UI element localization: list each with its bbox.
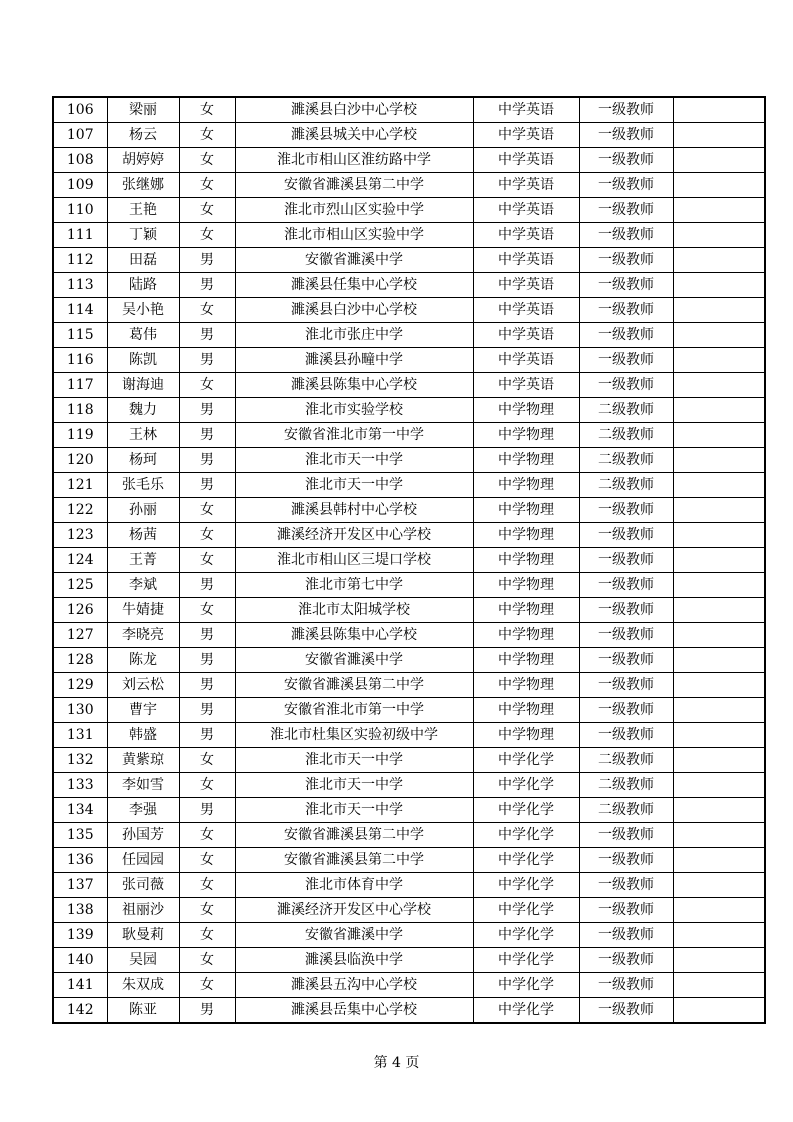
gender-cell: 男 <box>179 423 235 448</box>
teacher-name-cell: 梁丽 <box>107 97 179 123</box>
row-number-cell: 114 <box>53 298 107 323</box>
remark-cell <box>673 998 765 1024</box>
title-cell: 一级教师 <box>579 723 673 748</box>
school-name-cell: 安徽省濉溪县第二中学 <box>235 673 473 698</box>
remark-cell <box>673 148 765 173</box>
remark-cell <box>673 123 765 148</box>
roster-body <box>53 97 765 1023</box>
table-row <box>53 348 765 373</box>
gender-cell: 女 <box>179 548 235 573</box>
remark-cell <box>673 923 765 948</box>
teacher-name-cell: 牛婧捷 <box>107 598 179 623</box>
subject-cell: 中学物理 <box>473 423 579 448</box>
page-number: 第 4 页 <box>373 1055 420 1071</box>
row-number-cell: 125 <box>53 573 107 598</box>
table-row <box>53 448 765 473</box>
title-cell: 一级教师 <box>579 173 673 198</box>
school-name-cell: 淮北市张庄中学 <box>235 323 473 348</box>
teacher-name-cell: 王菁 <box>107 548 179 573</box>
gender-cell: 男 <box>179 248 235 273</box>
title-cell: 一级教师 <box>579 123 673 148</box>
row-number-cell: 140 <box>53 948 107 973</box>
table-row <box>53 873 765 898</box>
gender-cell: 男 <box>179 398 235 423</box>
subject-cell: 中学物理 <box>473 548 579 573</box>
row-number-cell: 116 <box>53 348 107 373</box>
table-row <box>53 698 765 723</box>
subject-cell: 中学化学 <box>473 748 579 773</box>
remark-cell <box>673 523 765 548</box>
school-name-cell: 安徽省濉溪县第二中学 <box>235 823 473 848</box>
subject-cell: 中学英语 <box>473 173 579 198</box>
title-cell: 一级教师 <box>579 148 673 173</box>
table-row <box>53 773 765 798</box>
subject-cell: 中学化学 <box>473 823 579 848</box>
remark-cell <box>673 823 765 848</box>
remark-cell <box>673 498 765 523</box>
gender-cell: 男 <box>179 448 235 473</box>
school-name-cell: 淮北市相山区淮纺路中学 <box>235 148 473 173</box>
table-row <box>53 223 765 248</box>
teacher-name-cell: 谢海迪 <box>107 373 179 398</box>
table-row <box>53 148 765 173</box>
school-name-cell: 淮北市体育中学 <box>235 873 473 898</box>
teacher-name-cell: 孙丽 <box>107 498 179 523</box>
subject-cell: 中学物理 <box>473 698 579 723</box>
teacher-name-cell: 任园园 <box>107 848 179 873</box>
remark-cell <box>673 948 765 973</box>
table-row <box>53 97 765 123</box>
remark-cell <box>673 548 765 573</box>
title-cell: 一级教师 <box>579 673 673 698</box>
subject-cell: 中学英语 <box>473 273 579 298</box>
subject-cell: 中学物理 <box>473 448 579 473</box>
subject-cell: 中学物理 <box>473 398 579 423</box>
table-row <box>53 323 765 348</box>
teacher-name-cell: 张继娜 <box>107 173 179 198</box>
row-number-cell: 135 <box>53 823 107 848</box>
school-name-cell: 安徽省淮北市第一中学 <box>235 423 473 448</box>
title-cell: 一级教师 <box>579 348 673 373</box>
teacher-name-cell: 丁颖 <box>107 223 179 248</box>
gender-cell: 男 <box>179 573 235 598</box>
subject-cell: 中学化学 <box>473 773 579 798</box>
row-number-cell: 126 <box>53 598 107 623</box>
title-cell: 一级教师 <box>579 973 673 998</box>
remark-cell <box>673 898 765 923</box>
subject-cell: 中学化学 <box>473 948 579 973</box>
remark-cell <box>673 173 765 198</box>
subject-cell: 中学物理 <box>473 573 579 598</box>
table-row <box>53 823 765 848</box>
remark-cell <box>673 798 765 823</box>
gender-cell: 女 <box>179 223 235 248</box>
row-number-cell: 131 <box>53 723 107 748</box>
remark-cell <box>673 198 765 223</box>
gender-cell: 女 <box>179 948 235 973</box>
gender-cell: 男 <box>179 648 235 673</box>
school-name-cell: 淮北市太阳城学校 <box>235 598 473 623</box>
teacher-name-cell: 吴园 <box>107 948 179 973</box>
table-row <box>53 498 765 523</box>
gender-cell: 女 <box>179 848 235 873</box>
remark-cell <box>673 648 765 673</box>
title-cell: 一级教师 <box>579 648 673 673</box>
school-name-cell: 淮北市第七中学 <box>235 573 473 598</box>
remark-cell <box>673 973 765 998</box>
subject-cell: 中学物理 <box>473 473 579 498</box>
school-name-cell: 濉溪县任集中心学校 <box>235 273 473 298</box>
teacher-name-cell: 陈凯 <box>107 348 179 373</box>
row-number-cell: 108 <box>53 148 107 173</box>
teacher-name-cell: 祖丽沙 <box>107 898 179 923</box>
row-number-cell: 112 <box>53 248 107 273</box>
title-cell: 一级教师 <box>579 323 673 348</box>
remark-cell <box>673 773 765 798</box>
gender-cell: 男 <box>179 348 235 373</box>
subject-cell: 中学化学 <box>473 998 579 1024</box>
subject-cell: 中学物理 <box>473 723 579 748</box>
table-row <box>53 923 765 948</box>
school-name-cell: 淮北市天一中学 <box>235 748 473 773</box>
gender-cell: 女 <box>179 748 235 773</box>
row-number-cell: 139 <box>53 923 107 948</box>
title-cell: 一级教师 <box>579 373 673 398</box>
subject-cell: 中学英语 <box>473 97 579 123</box>
remark-cell <box>673 398 765 423</box>
school-name-cell: 淮北市实验学校 <box>235 398 473 423</box>
row-number-cell: 118 <box>53 398 107 423</box>
subject-cell: 中学物理 <box>473 648 579 673</box>
title-cell: 一级教师 <box>579 198 673 223</box>
subject-cell: 中学英语 <box>473 348 579 373</box>
teacher-name-cell: 杨珂 <box>107 448 179 473</box>
school-name-cell: 濉溪县陈集中心学校 <box>235 373 473 398</box>
gender-cell: 女 <box>179 97 235 123</box>
remark-cell <box>673 598 765 623</box>
teacher-name-cell: 葛伟 <box>107 323 179 348</box>
teacher-name-cell: 吴小艳 <box>107 298 179 323</box>
gender-cell: 女 <box>179 523 235 548</box>
school-name-cell: 淮北市杜集区实验初级中学 <box>235 723 473 748</box>
school-name-cell: 濉溪县白沙中心学校 <box>235 298 473 323</box>
school-name-cell: 安徽省濉溪中学 <box>235 648 473 673</box>
table-row <box>53 123 765 148</box>
row-number-cell: 137 <box>53 873 107 898</box>
row-number-cell: 133 <box>53 773 107 798</box>
table-row <box>53 798 765 823</box>
subject-cell: 中学化学 <box>473 898 579 923</box>
table-row <box>53 573 765 598</box>
gender-cell: 男 <box>179 798 235 823</box>
title-cell: 一级教师 <box>579 97 673 123</box>
table-row <box>53 998 765 1024</box>
subject-cell: 中学化学 <box>473 798 579 823</box>
school-name-cell: 淮北市天一中学 <box>235 448 473 473</box>
remark-cell <box>673 573 765 598</box>
school-name-cell: 安徽省淮北市第一中学 <box>235 698 473 723</box>
school-name-cell: 濉溪县白沙中心学校 <box>235 97 473 123</box>
gender-cell: 女 <box>179 898 235 923</box>
title-cell: 一级教师 <box>579 598 673 623</box>
table-row <box>53 523 765 548</box>
title-cell: 一级教师 <box>579 898 673 923</box>
row-number-cell: 138 <box>53 898 107 923</box>
title-cell: 一级教师 <box>579 523 673 548</box>
gender-cell: 男 <box>179 623 235 648</box>
table-row <box>53 623 765 648</box>
school-name-cell: 安徽省濉溪中学 <box>235 923 473 948</box>
school-name-cell: 淮北市相山区三堤口学校 <box>235 548 473 573</box>
gender-cell: 女 <box>179 823 235 848</box>
title-cell: 一级教师 <box>579 948 673 973</box>
title-cell: 一级教师 <box>579 223 673 248</box>
row-number-cell: 110 <box>53 198 107 223</box>
subject-cell: 中学物理 <box>473 498 579 523</box>
school-name-cell: 淮北市天一中学 <box>235 473 473 498</box>
gender-cell: 男 <box>179 698 235 723</box>
subject-cell: 中学化学 <box>473 973 579 998</box>
gender-cell: 女 <box>179 598 235 623</box>
school-name-cell: 濉溪县韩村中心学校 <box>235 498 473 523</box>
table-row <box>53 398 765 423</box>
remark-cell <box>673 298 765 323</box>
subject-cell: 中学化学 <box>473 848 579 873</box>
school-name-cell: 濉溪县孙疃中学 <box>235 348 473 373</box>
title-cell: 一级教师 <box>579 623 673 648</box>
subject-cell: 中学化学 <box>473 873 579 898</box>
title-cell: 一级教师 <box>579 998 673 1024</box>
subject-cell: 中学物理 <box>473 598 579 623</box>
subject-cell: 中学化学 <box>473 923 579 948</box>
remark-cell <box>673 698 765 723</box>
title-cell: 一级教师 <box>579 698 673 723</box>
table-row <box>53 548 765 573</box>
remark-cell <box>673 323 765 348</box>
remark-cell <box>673 473 765 498</box>
table-row <box>53 973 765 998</box>
gender-cell: 男 <box>179 323 235 348</box>
gender-cell: 男 <box>179 273 235 298</box>
gender-cell: 女 <box>179 198 235 223</box>
table-row <box>53 373 765 398</box>
title-cell: 一级教师 <box>579 923 673 948</box>
teacher-name-cell: 陈亚 <box>107 998 179 1024</box>
subject-cell: 中学物理 <box>473 523 579 548</box>
teacher-name-cell: 李如雪 <box>107 773 179 798</box>
gender-cell: 女 <box>179 973 235 998</box>
school-name-cell: 安徽省濉溪县第二中学 <box>235 173 473 198</box>
teacher-name-cell: 耿曼莉 <box>107 923 179 948</box>
title-cell: 一级教师 <box>579 273 673 298</box>
remark-cell <box>673 623 765 648</box>
row-number-cell: 127 <box>53 623 107 648</box>
remark-cell <box>673 273 765 298</box>
table-row <box>53 473 765 498</box>
remark-cell <box>673 848 765 873</box>
row-number-cell: 124 <box>53 548 107 573</box>
title-cell: 二级教师 <box>579 448 673 473</box>
table-row <box>53 898 765 923</box>
teacher-name-cell: 刘云松 <box>107 673 179 698</box>
row-number-cell: 121 <box>53 473 107 498</box>
row-number-cell: 142 <box>53 998 107 1024</box>
teacher-name-cell: 李晓亮 <box>107 623 179 648</box>
row-number-cell: 111 <box>53 223 107 248</box>
title-cell: 二级教师 <box>579 798 673 823</box>
row-number-cell: 115 <box>53 323 107 348</box>
gender-cell: 男 <box>179 473 235 498</box>
remark-cell <box>673 723 765 748</box>
gender-cell: 女 <box>179 873 235 898</box>
school-name-cell: 淮北市烈山区实验中学 <box>235 198 473 223</box>
gender-cell: 女 <box>179 298 235 323</box>
row-number-cell: 113 <box>53 273 107 298</box>
row-number-cell: 123 <box>53 523 107 548</box>
teacher-name-cell: 魏力 <box>107 398 179 423</box>
gender-cell: 男 <box>179 998 235 1024</box>
subject-cell: 中学英语 <box>473 373 579 398</box>
row-number-cell: 129 <box>53 673 107 698</box>
row-number-cell: 109 <box>53 173 107 198</box>
row-number-cell: 107 <box>53 123 107 148</box>
row-number-cell: 119 <box>53 423 107 448</box>
table-row <box>53 423 765 448</box>
gender-cell: 女 <box>179 173 235 198</box>
school-name-cell: 淮北市天一中学 <box>235 773 473 798</box>
title-cell: 一级教师 <box>579 873 673 898</box>
table-row <box>53 748 765 773</box>
school-name-cell: 淮北市相山区实验中学 <box>235 223 473 248</box>
row-number-cell: 117 <box>53 373 107 398</box>
subject-cell: 中学物理 <box>473 623 579 648</box>
school-name-cell: 淮北市天一中学 <box>235 798 473 823</box>
row-number-cell: 130 <box>53 698 107 723</box>
teacher-name-cell: 杨云 <box>107 123 179 148</box>
teacher-name-cell: 李强 <box>107 798 179 823</box>
teacher-name-cell: 张司薇 <box>107 873 179 898</box>
school-name-cell: 濉溪县五沟中心学校 <box>235 973 473 998</box>
row-number-cell: 106 <box>53 97 107 123</box>
subject-cell: 中学英语 <box>473 223 579 248</box>
remark-cell <box>673 248 765 273</box>
school-name-cell: 濉溪经济开发区中心学校 <box>235 898 473 923</box>
title-cell: 二级教师 <box>579 398 673 423</box>
school-name-cell: 濉溪经济开发区中心学校 <box>235 523 473 548</box>
teacher-name-cell: 张毛乐 <box>107 473 179 498</box>
teacher-name-cell: 李斌 <box>107 573 179 598</box>
remark-cell <box>673 748 765 773</box>
table-row <box>53 848 765 873</box>
teacher-name-cell: 朱双成 <box>107 973 179 998</box>
gender-cell: 男 <box>179 723 235 748</box>
remark-cell <box>673 673 765 698</box>
subject-cell: 中学英语 <box>473 323 579 348</box>
subject-cell: 中学英语 <box>473 298 579 323</box>
gender-cell: 男 <box>179 673 235 698</box>
title-cell: 一级教师 <box>579 848 673 873</box>
row-number-cell: 136 <box>53 848 107 873</box>
title-cell: 一级教师 <box>579 548 673 573</box>
title-cell: 一级教师 <box>579 498 673 523</box>
teacher-name-cell: 王艳 <box>107 198 179 223</box>
teacher-roster-table <box>52 96 766 1024</box>
subject-cell: 中学英语 <box>473 248 579 273</box>
teacher-name-cell: 胡婷婷 <box>107 148 179 173</box>
school-name-cell: 濉溪县临涣中学 <box>235 948 473 973</box>
remark-cell <box>673 423 765 448</box>
remark-cell <box>673 373 765 398</box>
school-name-cell: 濉溪县陈集中心学校 <box>235 623 473 648</box>
title-cell: 二级教师 <box>579 748 673 773</box>
table-row <box>53 648 765 673</box>
remark-cell <box>673 448 765 473</box>
remark-cell <box>673 223 765 248</box>
row-number-cell: 120 <box>53 448 107 473</box>
row-number-cell: 122 <box>53 498 107 523</box>
gender-cell: 女 <box>179 123 235 148</box>
teacher-name-cell: 韩盛 <box>107 723 179 748</box>
table-row <box>53 723 765 748</box>
gender-cell: 女 <box>179 923 235 948</box>
row-number-cell: 128 <box>53 648 107 673</box>
gender-cell: 女 <box>179 373 235 398</box>
table-row <box>53 598 765 623</box>
teacher-name-cell: 王林 <box>107 423 179 448</box>
teacher-name-cell: 陆路 <box>107 273 179 298</box>
title-cell: 一级教师 <box>579 248 673 273</box>
gender-cell: 女 <box>179 498 235 523</box>
remark-cell <box>673 97 765 123</box>
subject-cell: 中学物理 <box>473 673 579 698</box>
table-row <box>53 198 765 223</box>
school-name-cell: 濉溪县城关中心学校 <box>235 123 473 148</box>
teacher-name-cell: 陈龙 <box>107 648 179 673</box>
title-cell: 二级教师 <box>579 773 673 798</box>
gender-cell: 女 <box>179 148 235 173</box>
title-cell: 一级教师 <box>579 823 673 848</box>
school-name-cell: 安徽省濉溪中学 <box>235 248 473 273</box>
teacher-name-cell: 曹宇 <box>107 698 179 723</box>
subject-cell: 中学英语 <box>473 198 579 223</box>
teacher-name-cell: 田磊 <box>107 248 179 273</box>
table-row <box>53 248 765 273</box>
subject-cell: 中学英语 <box>473 123 579 148</box>
table-row <box>53 273 765 298</box>
title-cell: 二级教师 <box>579 423 673 448</box>
subject-cell: 中学英语 <box>473 148 579 173</box>
title-cell: 一级教师 <box>579 298 673 323</box>
teacher-name-cell: 孙国芳 <box>107 823 179 848</box>
title-cell: 一级教师 <box>579 573 673 598</box>
remark-cell <box>673 873 765 898</box>
school-name-cell: 濉溪县岳集中心学校 <box>235 998 473 1024</box>
table-row <box>53 673 765 698</box>
gender-cell: 女 <box>179 773 235 798</box>
table-row <box>53 298 765 323</box>
row-number-cell: 134 <box>53 798 107 823</box>
teacher-name-cell: 黄紫琼 <box>107 748 179 773</box>
school-name-cell: 安徽省濉溪县第二中学 <box>235 848 473 873</box>
table-row <box>53 948 765 973</box>
remark-cell <box>673 348 765 373</box>
table-row <box>53 173 765 198</box>
title-cell: 二级教师 <box>579 473 673 498</box>
teacher-name-cell: 杨茜 <box>107 523 179 548</box>
row-number-cell: 141 <box>53 973 107 998</box>
row-number-cell: 132 <box>53 748 107 773</box>
